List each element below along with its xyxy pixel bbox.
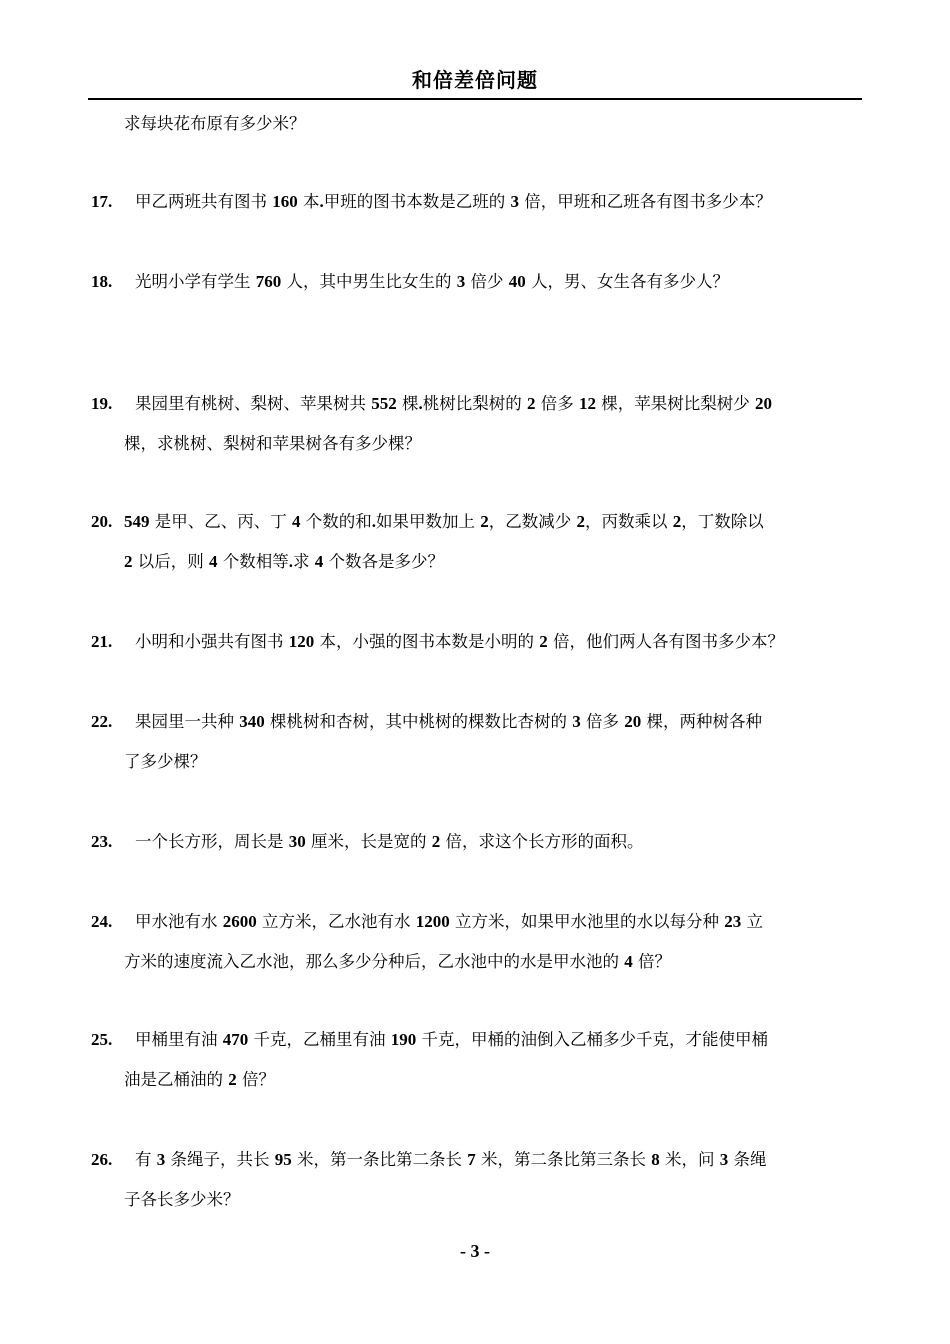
problem-number: 19. [91, 394, 113, 413]
problem-text-line: 2 以后，则 4 个数相等.求 4 个数各是多少？ [124, 552, 444, 571]
problem-number: 20. [91, 512, 113, 531]
problem-number: 26. [91, 1150, 113, 1169]
header-divider [88, 98, 862, 100]
problem-text-line: 光明小学有学生 760 人，其中男生比女生的 3 倍少 40 人，男、女生各有多少人？ [135, 272, 729, 291]
problem-text-line: 甲桶里有油 470 千克，乙桶里有油 190 千克，甲桶的油倒入乙桶多少千克，才能使甲桶 [135, 1030, 768, 1049]
problem-number: 17. [91, 192, 113, 211]
problem-number: 25. [91, 1030, 113, 1049]
problem-text-line: 果园里一共种 340 棵桃树和杏树，其中桃树的棵数比杏树的 3 倍多 20 棵，两种树各种 [135, 712, 762, 731]
problem-number: 21. [91, 632, 113, 651]
problem-number: 24. [91, 912, 113, 931]
problem-text-line: 了多少棵？ [124, 752, 207, 771]
problem-text-line: 甲乙两班共有图书 160 本.甲班的图书本数是乙班的 3 倍，甲班和乙班各有图书多少本？ [135, 192, 772, 211]
problem-text-line: 一个长方形，周长是 30 厘米，长是宽的 2 倍，求这个长方形的面积。 [135, 832, 644, 851]
continuation-text: 求每块花布原有多少米？ [124, 114, 306, 133]
page-title: 和倍差倍问题 [412, 68, 538, 92]
problem-text-line: 小明和小强共有图书 120 本，小强的图书本数是小明的 2 倍，他们两人各有图书多少本？ [135, 632, 784, 651]
problem-text-line: 甲水池有水 2600 立方米，乙水池有水 1200 立方米，如果甲水池里的水以每分种 23 立 [135, 912, 763, 931]
page-number: - 3 - [460, 1241, 490, 1261]
problem-number: 18. [91, 272, 113, 291]
problem-text-line: 油是乙桶油的 2 倍？ [124, 1070, 275, 1089]
problem-text-line: 549 是甲、乙、丙、丁 4 个数的和.如果甲数加上 2，乙数减少 2，丙数乘以 2，丁数除以 [124, 512, 764, 531]
problem-text-line: 果园里有桃树、梨树、苹果树共 552 棵.桃树比梨树的 2 倍多 12 棵，苹果树比梨树少 20 [135, 394, 772, 413]
problem-number: 23. [91, 832, 113, 851]
problem-text-line: 方米的速度流入乙水池，那么多少分种后，乙水池中的水是甲水池的 4 倍？ [124, 952, 671, 971]
problem-text-line: 子各长多少米？ [124, 1190, 240, 1209]
problem-number: 22. [91, 712, 113, 731]
problem-text-line: 棵，求桃树、梨树和苹果树各有多少棵？ [124, 434, 421, 453]
problem-text-line: 有 3 条绳子，共长 95 米，第一条比第二条长 7 米，第二条比第三条长 8 米，问 3 条绳 [135, 1150, 767, 1169]
